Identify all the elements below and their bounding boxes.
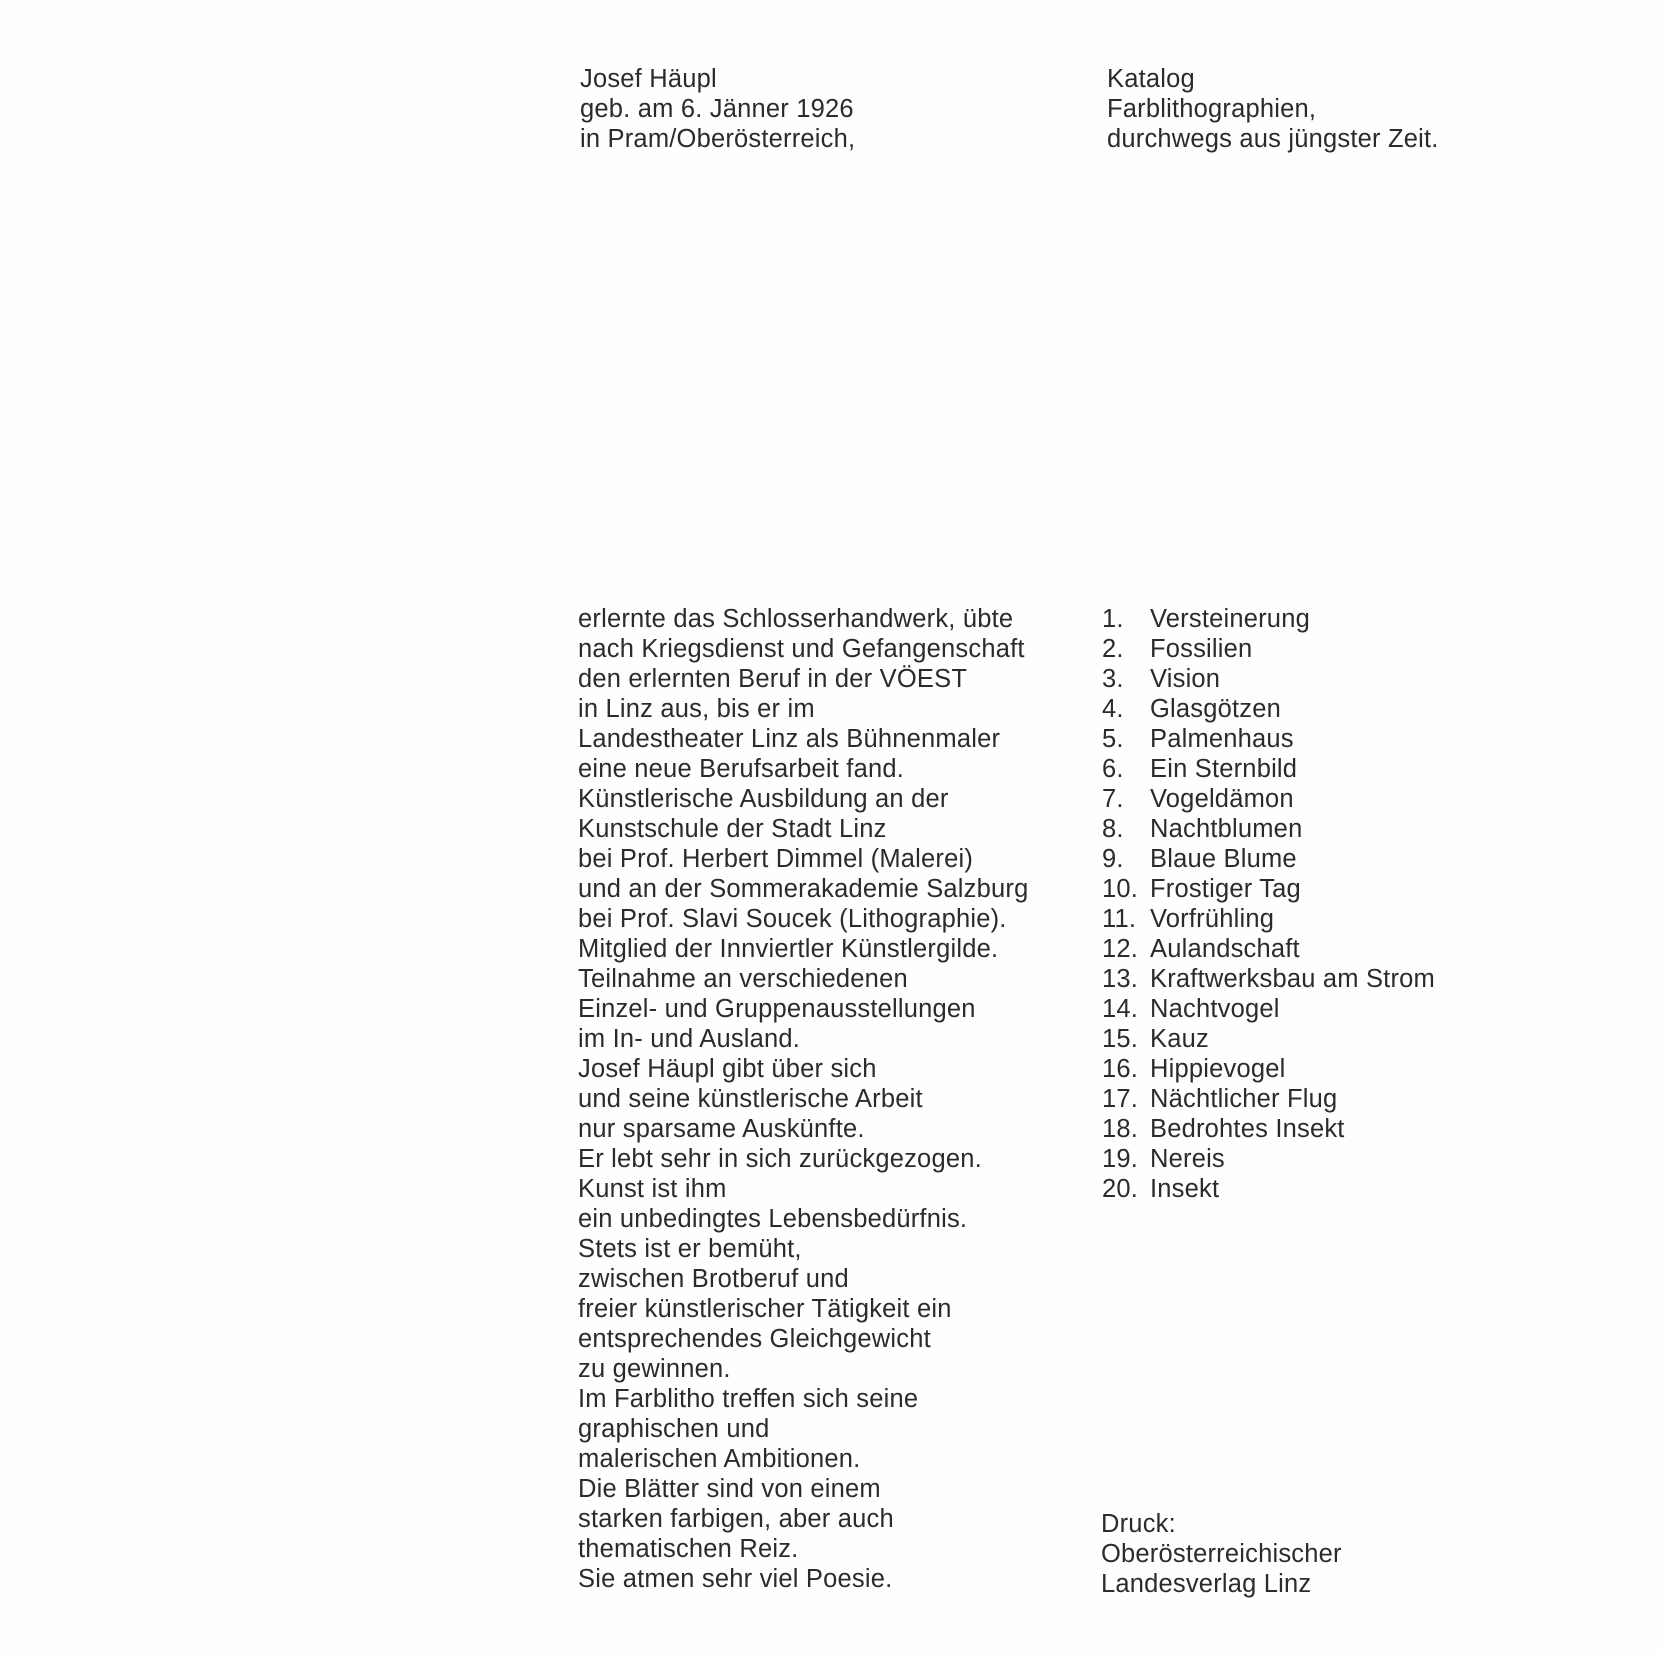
list-item-title: Versteinerung [1150, 605, 1310, 633]
list-item-number: 2. [1102, 635, 1124, 663]
list-item-number: 4. [1102, 695, 1124, 723]
list-item-number: 1. [1102, 605, 1124, 633]
catalog-subtitle-2: durchwegs aus jüngster Zeit. [1107, 125, 1439, 153]
biography-line: eine neue Berufsarbeit fand. [578, 755, 904, 783]
list-item-title: Frostiger Tag [1150, 875, 1301, 903]
list-item-number: 13. [1102, 965, 1139, 993]
list-item-number: 17. [1102, 1085, 1139, 1113]
biography-line: Stets ist er bemüht, [578, 1235, 802, 1263]
list-item-title: Kauz [1150, 1025, 1209, 1053]
list-item-title: Bedrohtes Insekt [1150, 1115, 1345, 1143]
catalog-title: Katalog [1107, 65, 1195, 93]
biography-line: nur sparsame Auskünfte. [578, 1115, 865, 1143]
list-item-number: 18. [1102, 1115, 1139, 1143]
list-item-title: Blaue Blume [1150, 845, 1297, 873]
biography-line: starken farbigen, aber auch [578, 1505, 894, 1533]
list-item [1102, 874, 1435, 904]
list-item-number: 8. [1102, 815, 1124, 843]
list-item-title: Aulandschaft [1150, 935, 1300, 963]
list-item-title: Insekt [1150, 1175, 1220, 1203]
list-item-title: Fossilien [1150, 635, 1253, 663]
list-item-number: 9. [1102, 845, 1124, 873]
printer-name-2: Landesverlag Linz [1101, 1570, 1312, 1598]
biography-line: erlernte das Schlosserhandwerk, übte [578, 605, 1014, 633]
list-item [1102, 1084, 1435, 1114]
list-item [1102, 634, 1435, 664]
biography-line: Mitglied der Innviertler Künstlergilde. [578, 935, 999, 963]
biography-line: nach Kriegsdienst und Gefangenschaft [578, 635, 1025, 663]
printer-label: Druck: [1101, 1510, 1176, 1538]
list-item-number: 10. [1102, 875, 1139, 903]
list-item-number: 5. [1102, 725, 1124, 753]
list-item [1102, 604, 1435, 634]
list-item [1102, 784, 1435, 814]
list-item-title: Nächtlicher Flug [1150, 1085, 1338, 1113]
biography-line: Im Farblitho treffen sich seine [578, 1385, 919, 1413]
list-item [1102, 1054, 1435, 1084]
artist-birth-date: geb. am 6. Jänner 1926 [580, 95, 854, 123]
biography-line: im In- und Ausland. [578, 1025, 801, 1053]
list-item-title: Hippievogel [1150, 1055, 1286, 1083]
catalog-subtitle: Farblithographien, [1107, 95, 1317, 123]
biography-line: Künstlerische Ausbildung an der [578, 785, 949, 813]
list-item [1102, 964, 1435, 994]
list-item [1102, 904, 1435, 934]
biography-line: zu gewinnen. [578, 1355, 731, 1383]
list-item [1102, 1114, 1435, 1144]
catalog-header [1107, 64, 1439, 154]
list-item-title: Vorfrühling [1150, 905, 1275, 933]
biography-line: freier künstlerischer Tätigkeit ein [578, 1295, 952, 1323]
list-item-number: 11. [1102, 905, 1137, 933]
list-item [1102, 724, 1435, 754]
biography-line: den erlernten Beruf in der VÖEST [578, 665, 968, 693]
list-item-title: Kraftwerksbau am Strom [1150, 965, 1435, 993]
biography-line: Teilnahme an verschiedenen [578, 965, 908, 993]
list-item [1102, 994, 1435, 1024]
biography-line: Josef Häupl gibt über sich [578, 1055, 877, 1083]
list-item [1102, 754, 1435, 784]
biography-line: Er lebt sehr in sich zurückgezogen. [578, 1145, 982, 1173]
biography-line: zwischen Brotberuf und [578, 1265, 849, 1293]
biography-line: Landestheater Linz als Bühnenmaler [578, 725, 1001, 753]
list-item-title: Vogeldämon [1150, 785, 1294, 813]
list-item-number: 19. [1102, 1145, 1139, 1173]
list-item-title: Nereis [1150, 1145, 1225, 1173]
printer-credit [1101, 1509, 1342, 1599]
biography-line: und seine künstlerische Arbeit [578, 1085, 923, 1113]
list-item [1102, 1144, 1435, 1174]
biography-line: entsprechendes Gleichgewicht [578, 1325, 931, 1353]
list-item-number: 16. [1102, 1055, 1139, 1083]
biography-line: in Linz aus, bis er im [578, 695, 815, 723]
list-item [1102, 664, 1435, 694]
list-item-number: 12. [1102, 935, 1139, 963]
list-item-title: Nachtblumen [1150, 815, 1303, 843]
list-item-number: 6. [1102, 755, 1124, 783]
biography-line: Sie atmen sehr viel Poesie. [578, 1565, 893, 1593]
biography-line: thematischen Reiz. [578, 1535, 799, 1563]
list-item [1102, 814, 1435, 844]
list-item [1102, 844, 1435, 874]
list-item-title: Nachtvogel [1150, 995, 1280, 1023]
list-item [1102, 1024, 1435, 1054]
list-item [1102, 1174, 1435, 1204]
list-item-title: Vision [1150, 665, 1221, 693]
artist-birth-place: in Pram/Oberösterreich, [580, 125, 856, 153]
artist-name: Josef Häupl [580, 65, 717, 93]
list-item-title: Ein Sternbild [1150, 755, 1298, 783]
list-item-number: 20. [1102, 1175, 1139, 1203]
list-item-number: 3. [1102, 665, 1124, 693]
biography-line: Einzel- und Gruppenausstellungen [578, 995, 976, 1023]
list-item-number: 14. [1102, 995, 1139, 1023]
catalog-list [1102, 604, 1435, 1204]
list-item [1102, 694, 1435, 724]
list-item-number: 15. [1102, 1025, 1139, 1053]
list-item [1102, 934, 1435, 964]
biography-line: malerischen Ambitionen. [578, 1445, 861, 1473]
biography-line: bei Prof. Slavi Soucek (Lithographie). [578, 905, 1007, 933]
biography-line: Kunstschule der Stadt Linz [578, 815, 887, 843]
printer-name: Oberösterreichischer [1101, 1540, 1342, 1568]
list-item-title: Palmenhaus [1150, 725, 1294, 753]
biography-line: graphischen und [578, 1415, 770, 1443]
list-item-number: 7. [1102, 785, 1124, 813]
biography-line: Kunst ist ihm [578, 1175, 727, 1203]
biography-line: Die Blätter sind von einem [578, 1475, 881, 1503]
biography-text [578, 604, 1028, 1594]
artist-header [580, 64, 855, 154]
biography-line: bei Prof. Herbert Dimmel (Malerei) [578, 845, 974, 873]
biography-line: ein unbedingtes Lebensbedürfnis. [578, 1205, 968, 1233]
biography-line: und an der Sommerakademie Salzburg [578, 875, 1029, 903]
list-item-title: Glasgötzen [1150, 695, 1281, 723]
